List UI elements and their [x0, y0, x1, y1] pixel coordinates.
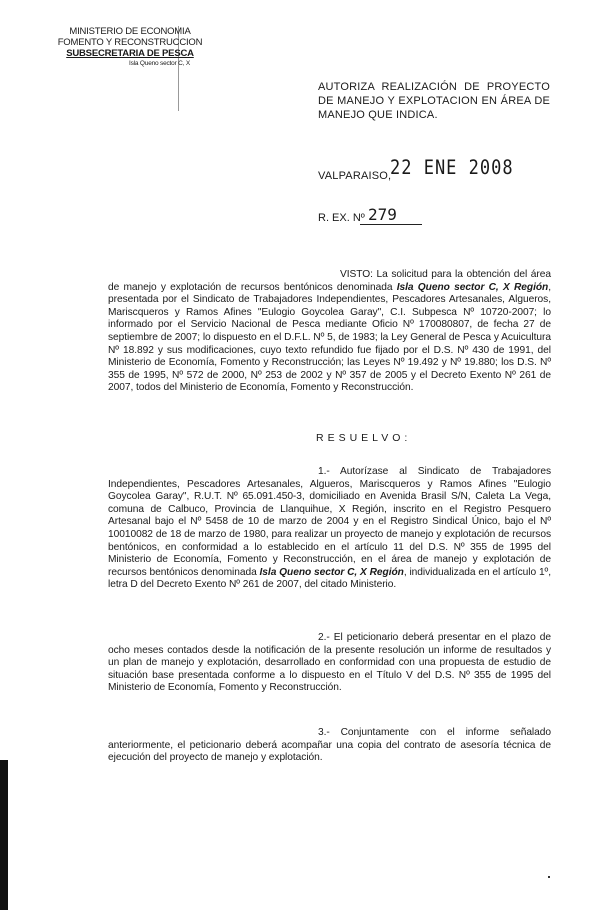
- ministry-subname: FOMENTO Y RECONSTRUCCION: [57, 37, 203, 48]
- resolution-label: R. EX. Nº: [318, 212, 365, 224]
- article-3-number: 3.-: [318, 727, 330, 738]
- visto-paragraph: VISTO: La solicitud para la obtención del área de manejo y explotación de recursos bentónicos denominada Isla Queno sector C, X Región, presentada por el Sindicato de Trabajadores Independientes, Pescadores Artesanales, Algueros, Mariscqueros y Ramos Afines "Eulogio Goycolea Garay", C.I. Subpesca Nº 10720-2007; lo informado por el Servicio Nacional de Pesca mediante Oficio Nº 170080807, de fecha 27 de septiembre de 2007; lo dispuesto en el D.F.L. Nº 5, de 1983; la Ley General de Pesca y Acuicultura Nº 18.892 y sus modificaciones, cuyo texto refundido fue fijado por el D.S. Nº 430 de 1991, del Ministerio de Economía, Fomento y Reconstrucción; las Leyes Nº 19.492 y Nº 19.880; los D.S. Nº 355 de 1995, Nº 572 de 2000, Nº 253 de 2002 y Nº 357 de 2005 y el Decreto Exento Nº 261 de 2007, todos del Ministerio de Economía, Fomento y Reconstrucción.: [108, 269, 551, 394]
- stamp-mark: [178, 26, 199, 111]
- document-title: AUTORIZA REALIZACIÓN DE PROYECTO DE MANEJO Y EXPLOTACION EN ÁREA DE MANEJO QUE INDICA.: [318, 81, 550, 121]
- article-1: 1.- Autorízase al Sindicato de Trabajadores Independientes, Pescadores Artesanales, Algueros, Mariscqueros y Ramos Afines "Eulogio Goycolea Garay", R.U.T. Nº 65.091.450-3, domiciliado en Avenida Brasil S/N, Caleta La Vega, comuna de Calbuco, Provincia de Llanquihue, X Región, inscrito en el Registro Pesquero Artesanal bajo el Nº 5458 de 10 de marzo de 2004 y en el Registro Sindical Único, bajo el Nº 10010082 de 18 de marzo de 1980, para realizar un proyecto de manejo y explotación de recursos bentónicos, en conformidad a lo establecido en el artículo 11 del D.S. Nº 355 de 1995 del Ministerio de Economía, Fomento y Reconstrucción, en el área de manejo y explotación de recursos bentónicos denominada Isla Queno sector C, X Región, individualizada en el artículo 1º, letra D del Decreto Exento Nº 261 de 2007, del citado Ministerio.: [108, 466, 552, 591]
- subsecretaria-name: SUBSECRETARIA DE PESCA: [66, 48, 194, 59]
- article-1-number: 1.-: [318, 466, 330, 477]
- resuelvo-heading: RESUELVO:: [316, 432, 412, 444]
- article-3: 3.- Conjuntamente con el informe señalado anteriormente, el peticionario deberá acompañar una copia del contrato de asesoría técnica de ejecución del proyecto de manejo y explotación.: [108, 727, 551, 764]
- area-name: Isla Queno sector C, X Región: [259, 566, 404, 578]
- area-name: Isla Queno sector C, X Región: [396, 281, 549, 293]
- article-2: 2.- El peticionario deberá presentar en el plazo de ocho meses contados desde la notificación de la presente resolución un informe de resultados y un plan de manejo y explotación, desarrollado en conformidad con una propuesta de estudio de situación base presentada conforme a lo dispuesto en el Título V del D.S. Nº 355 de 1995 del Ministerio de Economía, Fomento y Reconstrucción.: [108, 632, 551, 694]
- resolution-number: 279: [368, 205, 397, 224]
- visto-label: VISTO:: [340, 269, 373, 280]
- header-reference: Isla Queno sector C, X: [129, 60, 190, 67]
- scan-dot: [548, 876, 550, 878]
- scan-edge-mark: [0, 760, 8, 910]
- resolution-underline: [360, 224, 422, 225]
- article-2-number: 2.-: [318, 632, 330, 643]
- ministry-name: MINISTERIO DE ECONOMIA: [69, 26, 191, 37]
- stamped-date: 22 ENE 2008: [390, 156, 514, 180]
- place-label: VALPARAISO,: [318, 170, 392, 182]
